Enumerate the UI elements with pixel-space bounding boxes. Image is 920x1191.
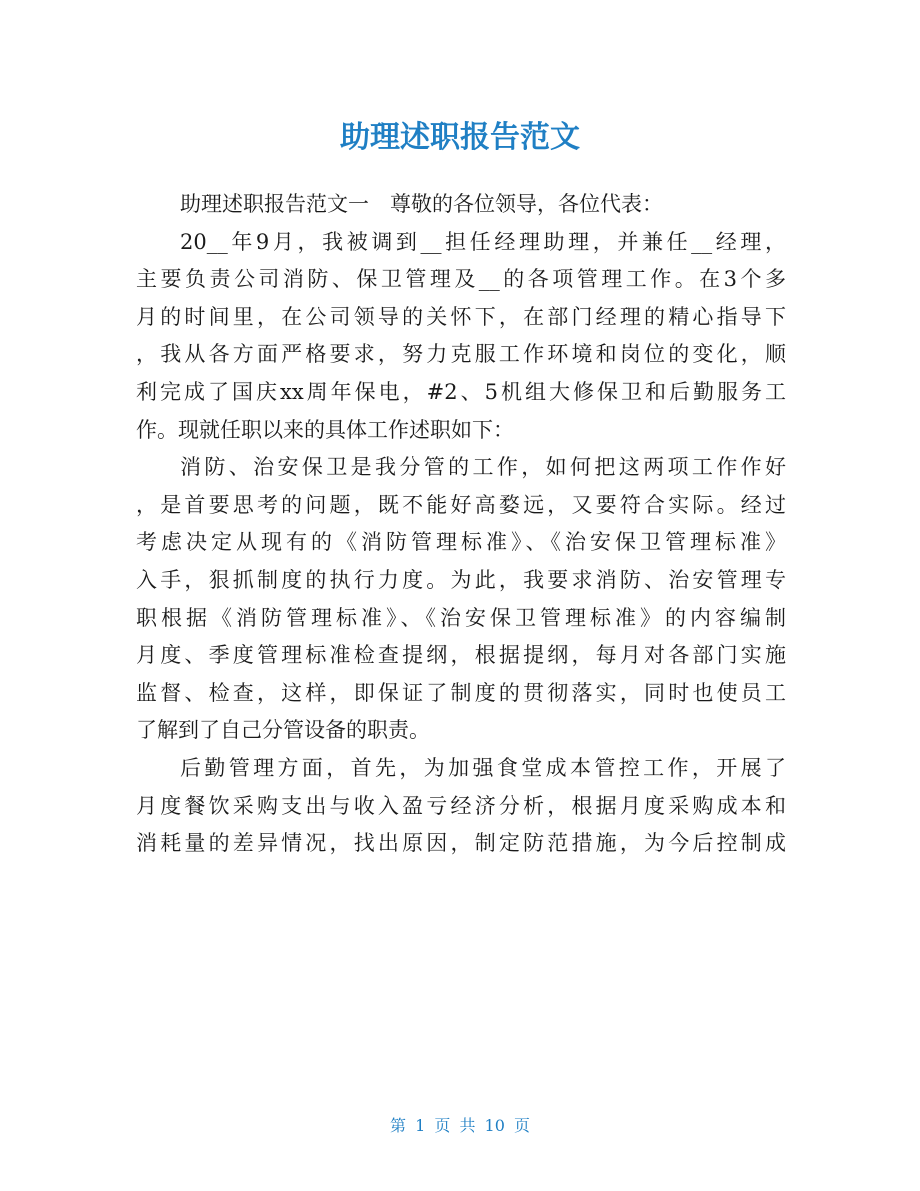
text-line: 20__年9月，我被调到__担任经理助理，并兼任__经理，: [180, 229, 786, 254]
text-line: 入手，狠抓制度的执行力度。为此，我要求消防、治安管理专: [136, 567, 786, 592]
document-title: 助理述职报告范文: [340, 120, 580, 155]
text-line: 助理述职报告范文一 尊敬的各位领导，各位代表：: [180, 192, 663, 216]
text-line: 利完成了国庆xx周年保电，#2、5机组大修保卫和后勤服务工: [136, 379, 786, 404]
text-line: ，我从各方面严格要求，努力克服工作环境和岗位的变化，顺: [136, 342, 786, 367]
text-line: 职根据《消防管理标准》、《治安保卫管理标准》的内容编制: [136, 605, 786, 630]
text-line: 消防、治安保卫是我分管的工作，如何把这两项工作作好: [180, 455, 786, 480]
text-line: 消耗量的差异情况，找出原因，制定防范措施，为今后控制成: [136, 831, 786, 856]
page-number-footer: 第 1 页 共 10 页: [390, 1116, 530, 1135]
text-line: 月度、季度管理标准检查提纲，根据提纲，每月对各部门实施: [136, 643, 786, 668]
text-line: ，是首要思考的问题，既不能好高婺远，又要符合实际。经过: [136, 492, 786, 517]
text-line: 监督、检查，这样，即保证了制度的贯彻落实，同时也使员工: [136, 680, 786, 705]
text-line: 作。现就任职以来的具体工作述职如下：: [136, 417, 514, 442]
text-line: 月的时间里，在公司领导的关怀下，在部门经理的精心指导下: [136, 304, 786, 329]
text-line: 主要负责公司消防、保卫管理及__的各项管理工作。在3个多: [136, 267, 786, 292]
text-line: 了解到了自己分管设备的职责。: [136, 718, 430, 743]
document-body: [136, 186, 786, 863]
text-line: 后勤管理方面，首先，为加强食堂成本管控工作，开展了: [180, 755, 786, 780]
text-line: 考虑决定从现有的《消防管理标准》、《治安保卫管理标准》: [136, 530, 786, 555]
text-line: 月度餐饮采购支出与收入盈亏经济分析，根据月度采购成本和: [136, 793, 786, 818]
